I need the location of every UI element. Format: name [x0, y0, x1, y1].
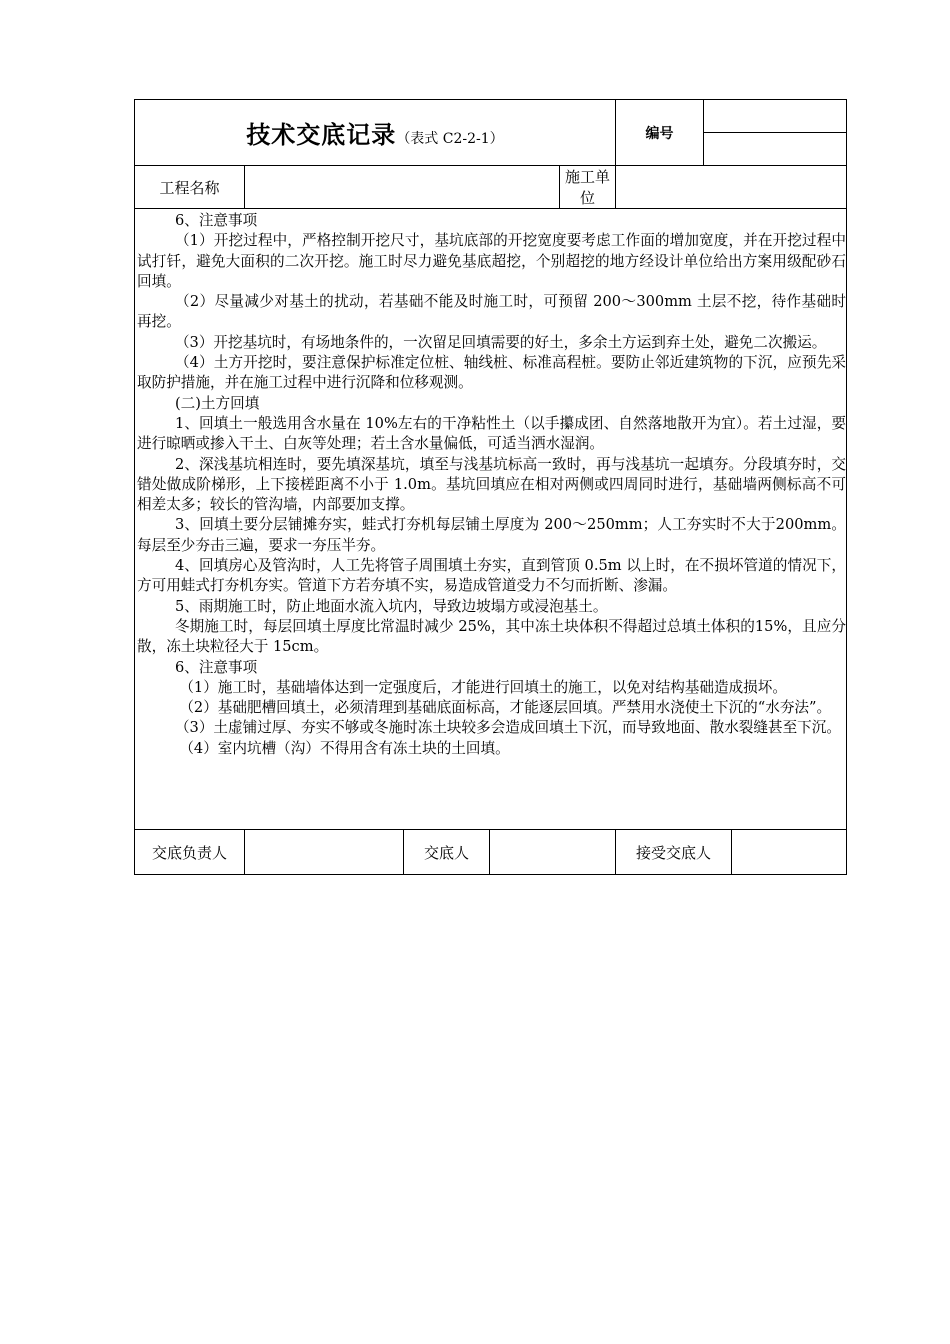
title-cell [135, 100, 616, 166]
content-paragraph: （3）开挖基坑时，有场地条件的，一次留足回填需要的好土，多余土方运到弃土处，避免二次搬运。 [174, 333, 827, 351]
content-paragraph: （1）施工时，基础墙体达到一定强度后，才能进行回填土的施工，以免对结构基础造成损坏。 [179, 678, 787, 696]
form-table [134, 99, 847, 875]
code-divider [704, 132, 846, 133]
content-paragraph: （4）土方开挖时，要注意保护标准定位桩、轴线桩、标准高程桩。要防止邻近建筑物的下沉，应预先采取防护措施，并在施工过程中进行沉降和位移观测。 [137, 354, 846, 392]
content-paragraph: 4、回填房心及管沟时，人工先将管子周围填土夯实，直到管顶 0.5m 以上时，在不损坏管道的情况下，方可用蛙式打夯机夯实。管道下方若夯填不实，易造成管道受力不匀而折断、渗漏。 [137, 557, 846, 595]
project-name-label: 工程名称 [135, 166, 245, 209]
contractor-label: 施工单位 [560, 166, 616, 209]
content-paragraph: 冬期施工时，每层回填土厚度比常温时减少 25%，其中冻土块体积不得超过总填土体积的15%，且应分散，冻土块粒径大于 15cm。 [137, 617, 846, 656]
contractor-field[interactable] [616, 166, 847, 209]
receiver-label: 接受交底人 [616, 830, 732, 875]
form-number: （表式 C2-2-1） [396, 131, 504, 147]
project-name-field[interactable] [245, 166, 560, 209]
content-paragraph: (二)土方回填 [174, 394, 260, 412]
content-paragraph: （2）基础肥槽回填土，必须清理到基础底面标高，才能逐层回填。严禁用水浇使土下沉的“水夯法”。 [179, 699, 832, 717]
discloser-label: 交底人 [404, 830, 490, 875]
content-paragraph: 6、注意事项 [174, 212, 258, 229]
code-field[interactable] [704, 100, 847, 166]
content-paragraph: 3、回填土要分层铺摊夯实，蛙式打夯机每层铺土厚度为 200～250mm；人工夯实时不大于200mm。每层至少夯击三遍，要求一夯压半夯。 [137, 516, 846, 554]
content-paragraph: 5、雨期施工时，防止地面水流入坑内，导致边坡塌方或浸泡基土。 [174, 597, 608, 615]
responsible-field[interactable] [245, 830, 404, 875]
content-paragraph: （4）室内坑槽（沟）不得用含有冻土块的土回填。 [179, 739, 510, 757]
disclosure-content [135, 209, 847, 830]
code-label: 编号 [616, 100, 704, 166]
content-paragraph: （3）土虚铺过厚、夯实不够或冬施时冻土块较多会造成回填土下沉，而导致地面、散水裂缝甚至下沉。 [174, 719, 841, 737]
technical-disclosure-form [134, 99, 846, 875]
receiver-field[interactable] [732, 830, 847, 875]
content-paragraph: 1、回填土一般选用含水量在 10%左右的干净粘性土（以手攥成团、自然落地散开为宜）。若土过湿，要进行晾晒或掺入干土、白灰等处理；若土含水量偏低，可适当洒水湿润。 [137, 414, 846, 453]
discloser-field[interactable] [490, 830, 616, 875]
form-title: 技术交底记录 [246, 121, 397, 149]
content-paragraph: （1）开挖过程中，严格控制开挖尺寸，基坑底部的开挖宽度要考虑工作面的增加宽度，并在开挖过程中试打钎，避免大面积的二次开挖。施工时尽力避免基底超挖，个别超挖的地方经设计单位给出方案用级配砂石回填。 [137, 232, 846, 290]
content-paragraph: （2）尽量减少对基土的扰动，若基础不能及时施工时，可预留 200～300mm 土层不挖，待作基础时再挖。 [137, 293, 846, 331]
content-paragraph: 6、注意事项 [174, 658, 258, 676]
content-paragraph: 2、深浅基坑相连时，要先填深基坑，填至与浅基坑标高一致时，再与浅基坑一起填夯。分段填夯时，交错处做成阶梯形，上下接槎距离不小于 1.0m。基坑回填应在相对两侧或四周同时进行，基础墙两侧标高不可相差太多；较长的管沟墙，内部要加支撑。 [137, 455, 846, 514]
responsible-label: 交底负责人 [135, 830, 245, 875]
